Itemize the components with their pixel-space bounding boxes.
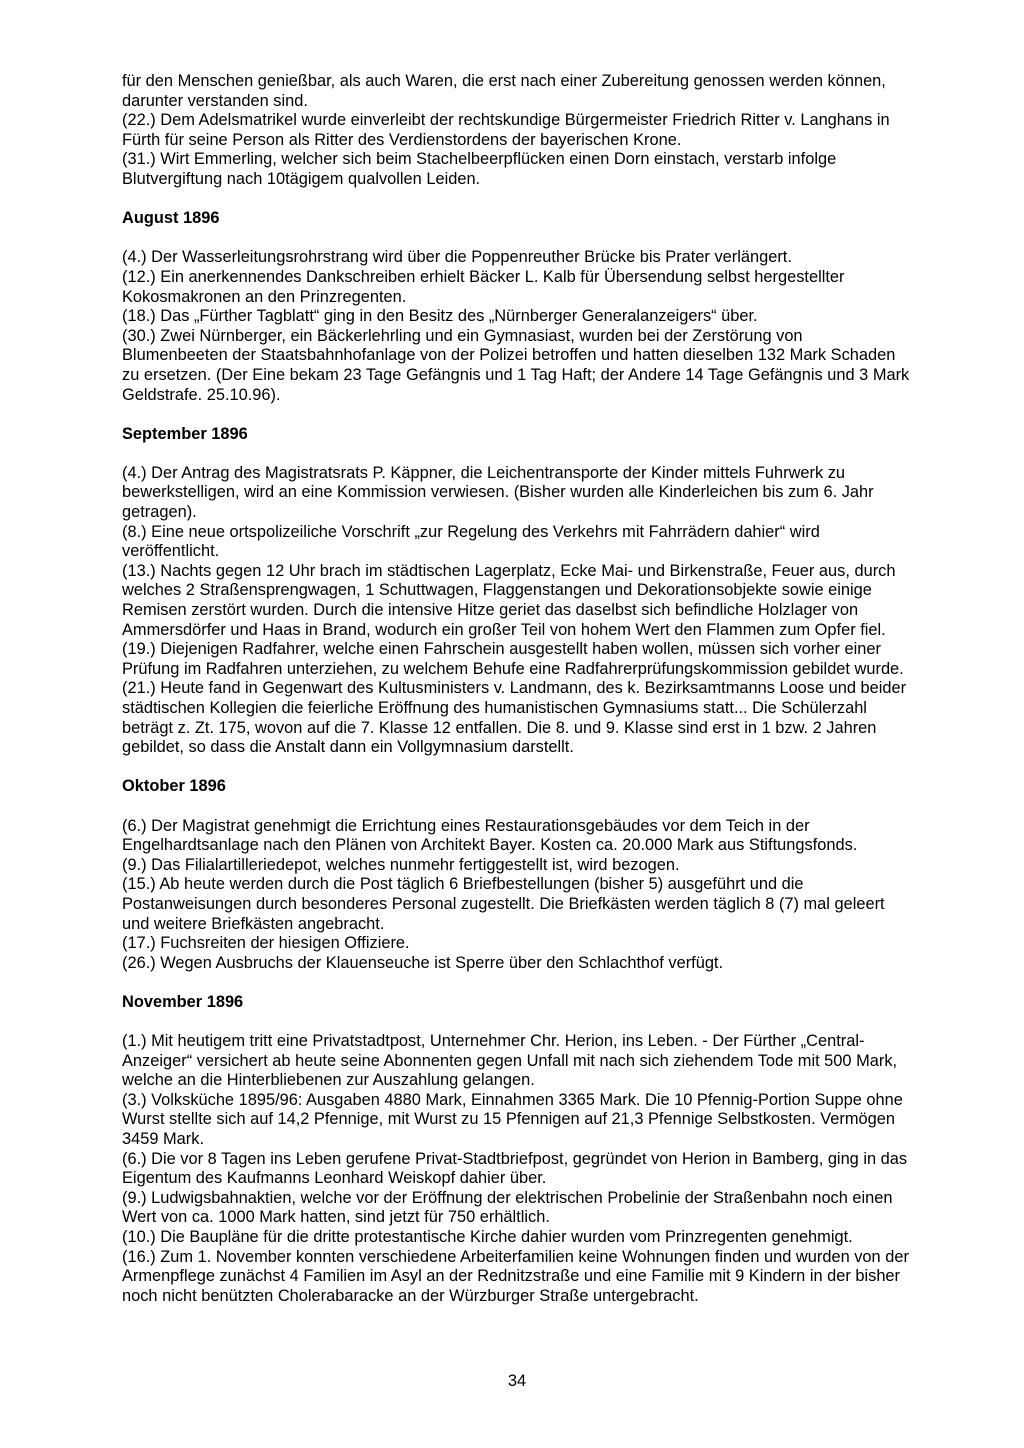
chronicle-entry: (6.) Die vor 8 Tagen ins Leben gerufene Privat-Stadtbriefpost, gegründet von Herion in Bamberg, ging in das Eigentum des Kaufmanns Leonhard Weiskopf dahier über. [122,1149,908,1188]
chronicle-entry: (21.) Heute fand in Gegenwart des Kultusministers v. Landmann, des k. Bezirksamtmanns Loose und beider städtischen Kollegien die feierliche Eröffnung des humanistischen Gymnasiums statt... Die Schülerzahl beträgt z. Zt. 175, wovon auf die 7. Klasse 12 entfallen. Die 8. und 9. Klasse sind erst in 1 bzw. 2 Jahren gebildet, so dass die Anstalt dann ein Vollgymnasium darstellt. [122,679,907,757]
section-heading: August 1896 [122,209,220,228]
chronicle-entry: (31.) Wirt Emmerling, welcher sich beim Stachelbeerpflücken einen Dorn einstach, verstarb infolge Blutvergiftung nach 10tägigem qualvollen Leiden. [122,150,837,188]
section-heading: November 1896 [122,992,244,1011]
section-heading: Oktober 1896 [122,777,226,796]
chronicle-entry: (1.) Mit heutigem tritt eine Privatstadtpost, Unternehmer Chr. Herion, ins Leben. - Der Fürther „Central-Anzeiger“ versichert ab heute seine Abonnenten gegen Unfall mit nach sich ziehendem Tode mit 500 Mark, welche an die Hinterbliebenen zur Auszahlung gelangen. [122,1032,898,1090]
chronicle-entry: (15.) Ab heute werden durch die Post täglich 6 Briefbestellungen (bisher 5) ausgeführt und die Postanweisungen durch besonderes Personal zugestellt. Die Briefkästen werden täglich 8 (7) mal geleert und weitere Briefkästen angebracht. [122,875,885,933]
chronicle-entry: (10.) Die Baupläne für die dritte protestantische Kirche dahier wurden vom Prinzregenten genehmigt. [122,1228,853,1247]
chronicle-entry: (9.) Ludwigsbahnaktien, welche vor der Eröffnung der elektrischen Probelinie der Straßenbahn noch einen Wert von ca. 1000 Mark hatten, sind jetzt für 750 erhältlich. [122,1188,893,1227]
chronicle-entry: (13.) Nachts gegen 12 Uhr brach im städtischen Lagerplatz, Ecke Mai- und Birkenstraße, Feuer aus, durch welches 2 Straßensprengwagen, 1 Schuttwagen, Flaggenstangen und Dekorationsobjekte sowie einige Remisen zerstört wurden. Durch die intensive Hitze geriet das daselbst sich befindliche Holzlager von Ammersdörfer und Haas in Brand, wodurch ein großer Teil von hohem Wert den Flammen zum Opfer fiel. [122,561,896,639]
chronicle-entry: (6.) Der Magistrat genehmigt die Errichtung eines Restaurationsgebäudes vor dem Teich in der Engelhardtsanlage nach den Plänen von Architekt Bayer. Kosten ca. 20.000 Mark aus Stiftungsfonds. [122,816,858,855]
chronicle-entry: (4.) Der Wasserleitungsrohrstrang wird über die Poppenreuther Brücke bis Prater verlängert. [122,248,792,267]
chronicle-entry: (22.) Dem Adelsmatrikel wurde einverleibt der rechtskundige Bürgermeister Friedrich Ritter v. Langhans in Fürth für seine Person als Ritter des Verdienstordens der bayerischen Krone. [122,111,890,149]
chronicle-entry: für den Menschen genießbar, als auch Waren, die erst nach einer Zubereitung genossen werden können, darunter verstanden sind. [122,72,886,110]
chronicle-entry: (3.) Volksküche 1895/96: Ausgaben 4880 Mark, Einnahmen 3365 Mark. Die 10 Pfennig-Portion Suppe ohne Wurst stellte sich auf 14,2 Pfennige, mit Wurst zu 15 Pfennigen auf 21,3 Pfennige Selbstkosten. Vermögen 3459 Mark. [122,1090,903,1149]
chronicle-entry: (8.) Eine neue ortspolizeiliche Vorschrift „zur Regelung des Verkehrs mit Fahrrädern dahier“ wird veröffentlicht. [122,522,820,561]
chronicle-entry: (17.) Fuchsreiten der hiesigen Offiziere. [122,934,410,953]
section-heading: September 1896 [122,424,248,443]
chronicle-entry: (30.) Zwei Nürnberger, ein Bäckerlehrling und ein Gymnasiast, wurden bei der Zerstörung von Blumenbeeten der Staatsbahnhofanlage von der Polizei betroffen und hatten dieselben 132 Mark Schaden zu ersetzen. (Der Eine bekam 23 Tage Gefängnis und 1 Tag Haft; der Andere 14 Tage Gefängnis und 3 Mark Geldstrafe. 25.10.96). [122,326,910,404]
chronicle-entry: (16.) Zum 1. November konnten verschiedene Arbeiterfamilien keine Wohnungen finden und wurden von der Armenpflege zunächst 4 Familien im Asyl an der Rednitzstraße und eine Familie mit 9 Kindern in der bisher noch nicht benützten Cholerabaracke an der Würzburger Straße untergebracht. [122,1247,909,1305]
chronicle-entry: (9.) Das Filialartilleriedepot, welches nunmehr fertiggestellt ist, wird bezogen. [122,855,680,874]
page-number: 34 [507,1372,527,1390]
chronicle-entry: (18.) Das „Fürther Tagblatt“ ging in den Besitz des „Nürnberger Generalanzeigers“ über. [122,307,758,326]
chronicle-entry: (4.) Der Antrag des Magistratsrats P. Käppner, die Leichentransporte der Kinder mittels Fuhrwerk zu bewerkstelligen, wird an eine Kommission verwiesen. (Bisher wurden alle Kinderleichen bis zum 6. Jahr getragen). [122,463,874,522]
chronicle-entry: (19.) Diejenigen Radfahrer, welche einen Fahrschein ausgestellt haben wollen, müssen sich vorher einer Prüfung im Radfahren unterziehen, zu welchem Behufe eine Radfahrerprüfungskommission gebildet wurde. [122,640,904,678]
chronicle-entry: (12.) Ein anerkennendes Dankschreiben erhielt Bäcker L. Kalb für Übersendung selbst hergestellter Kokosmakronen an den Prinzregenten. [122,267,845,306]
document-body [122,72,912,1306]
chronicle-entry: (26.) Wegen Ausbruchs der Klauenseuche ist Sperre über den Schlachthof verfügt. [122,953,724,972]
